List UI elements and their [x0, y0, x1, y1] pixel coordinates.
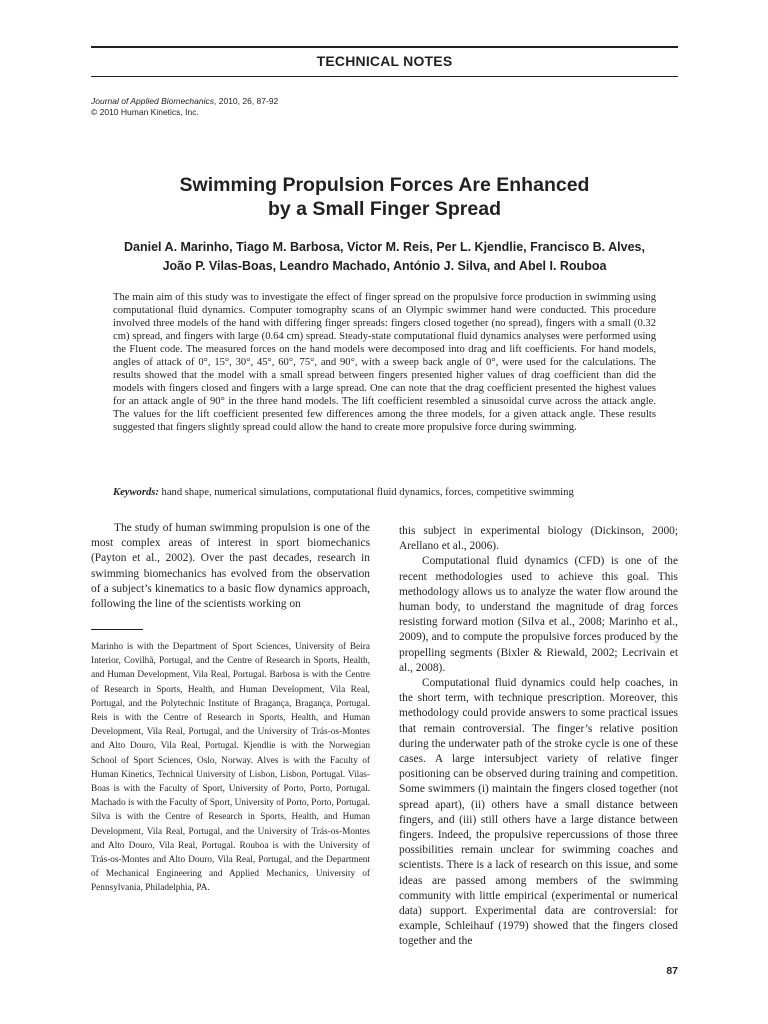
section-header: TECHNICAL NOTES	[316, 53, 453, 69]
author-list	[91, 238, 678, 276]
authors-line-1: Daniel A. Marinho, Tiago M. Barbosa, Victor M. Reis, Per L. Kjendlie, Francisco B. Alves,	[124, 240, 645, 254]
authors-line-2: João P. Vilas-Boas, Leandro Machado, António J. Silva, and Abel I. Rouboa	[162, 259, 607, 273]
body-paragraph: Computational fluid dynamics (CFD) is one of the recent methodologies used to achieve this goal. This methodology allows us to analyze the water flow around the human body, to understand the magnitude of drag forces resisting forward motion (Silva et al., 2008; Marinho et al., 2009), and to compute the propulsive forces produced by the propelling segments (Bixler & Riewald, 2002; Lecrivain et al., 2008).	[399, 555, 678, 674]
header-rule	[91, 76, 678, 77]
footnote-rule	[91, 629, 143, 630]
body-paragraph: Computational fluid dynamics could help coaches, in the short term, with technique prescription. Moreover, this methodology could provide answers to some practical issues that remain controversial. The finger’s relative position during the underwater path of the stroke cycle is one of these cases. A large intersubject variety of relative finger positioning can be observed during training and competition. Some swimmers (i) maintain the fingers closed together (not spread apart), (ii) others have a small distance between fingers, and (iii) still others have a large distance between fingers. Indeed, the propulsive repercussions of those three possibilities remain unclear for swimming coaches and scientists. There is a lack of research on this issue, and some ideas are passed among members of the swimming community with little empirical (experimental or numerical data) support. Experimental data are controversial: for example, Schleihauf (1979) showed that the fingers closed together and the	[399, 677, 678, 948]
body-paragraph: The study of human swimming propulsion is one of the most complex areas of interest in sport biomechanics (Payton et al., 2002). Over the past decades, research in swimming biomechanics has evolved from the observation of a subject’s kinematics to a basic flow dynamics approach, following the line of the scientists working on	[91, 522, 370, 611]
title-line-2: by a Small Finger Spread	[268, 198, 501, 220]
journal-details: , 2010, 26, 87-92	[214, 96, 279, 106]
left-column	[91, 521, 370, 612]
page-number: 87	[666, 965, 678, 977]
title-line-1: Swimming Propulsion Forces Are Enhanced	[179, 174, 590, 196]
keywords-list: hand shape, numerical simulations, computational fluid dynamics, forces, competitive swimming	[158, 487, 574, 498]
keywords	[113, 486, 668, 499]
abstract: The main aim of this study was to investigate the effect of finger spread on the propulsive force production in swimming using computational fluid dynamics. Computer tomography scans of an Olympic swimmer hand were conducted. This procedure involved three models of the hand with differing finger spreads: fingers closed together (no spread), fingers with a small (0.32 cm) spread, and fingers with large (0.64 cm) spread. Steady-state computational fluid dynamics analyses were performed using the Fluent code. The measured forces on the hand models were decomposed into drag and lift coefficients. For hand models, angles of attack of 0°, 15°, 30°, 45°, 60°, 75°, and 90°, with a sweep back angle of 0°, were used for the calculations. The results showed that the model with a small spread between fingers presented higher values of drag coefficient than did the models with fingers closed and fingers with a large spread. One can note that the drag coefficient presented the highest values for an attack angle of 90° in the three hand models. The lift coefficient resembled a sinusoidal curve across the attack angle. The values for the lift coefficient presented few differences among the three models, for a given attack angle. These results suggested that fingers slightly spread could allow the hand to create more propulsive force during swimming.	[113, 292, 656, 433]
article-title	[91, 173, 678, 221]
author-affiliations-footnote: Marinho is with the Department of Sport Sciences, University of Beira Interior, Covilhã, Portugal, and the Centre of Research in Sports, Health, and Human Development, Vila Real, Portugal. Barbosa is with the Centre of Research in Sports, Health, and Human Development, Vila Real, Portugal, and the Polytechnic Institute of Bragança, Bragança, Portugal. Reis is with the Centre of Research in Sports, Health, and Human Development, Vila Real, Portugal, and the University of Trás-os-Montes and Alto Douro, Vila Real, Portugal. Kjendlie is with the Norwegian School of Sport Sciences, Oslo, Norway. Alves is with the Faculty of Human Kinetics, Technical University of Lisbon, Lisbon, Portugal. Vilas-Boas is with the Faculty of Sport, University of Porto, Porto, Portugal. Machado is with the Faculty of Sport, University of Porto, Porto, Portugal. Silva is with the Centre of Research in Sports, Health, and Human Development, Vila Real, Portugal, and the University of Trás-os-Montes and Alto Douro, Vila Real, Portugal. Rouboa is with the University of Trás-os-Montes and Alto Douro, Vila Real, Portugal, and the Department of Mechanical Engineering and Applied Mechanics, University of Pennsylvania, Philadelphia, PA.	[91, 642, 370, 894]
body-paragraph: this subject in experimental biology (Dickinson, 2000; Arellano et al., 2006).	[399, 525, 678, 553]
top-rule	[91, 46, 678, 48]
journal-name: Journal of Applied Biomechanics	[91, 96, 215, 106]
copyright: © 2010 Human Kinetics, Inc.	[91, 107, 199, 117]
keywords-label: Keywords:	[113, 487, 159, 498]
right-column	[399, 524, 678, 950]
journal-citation	[91, 96, 278, 118]
